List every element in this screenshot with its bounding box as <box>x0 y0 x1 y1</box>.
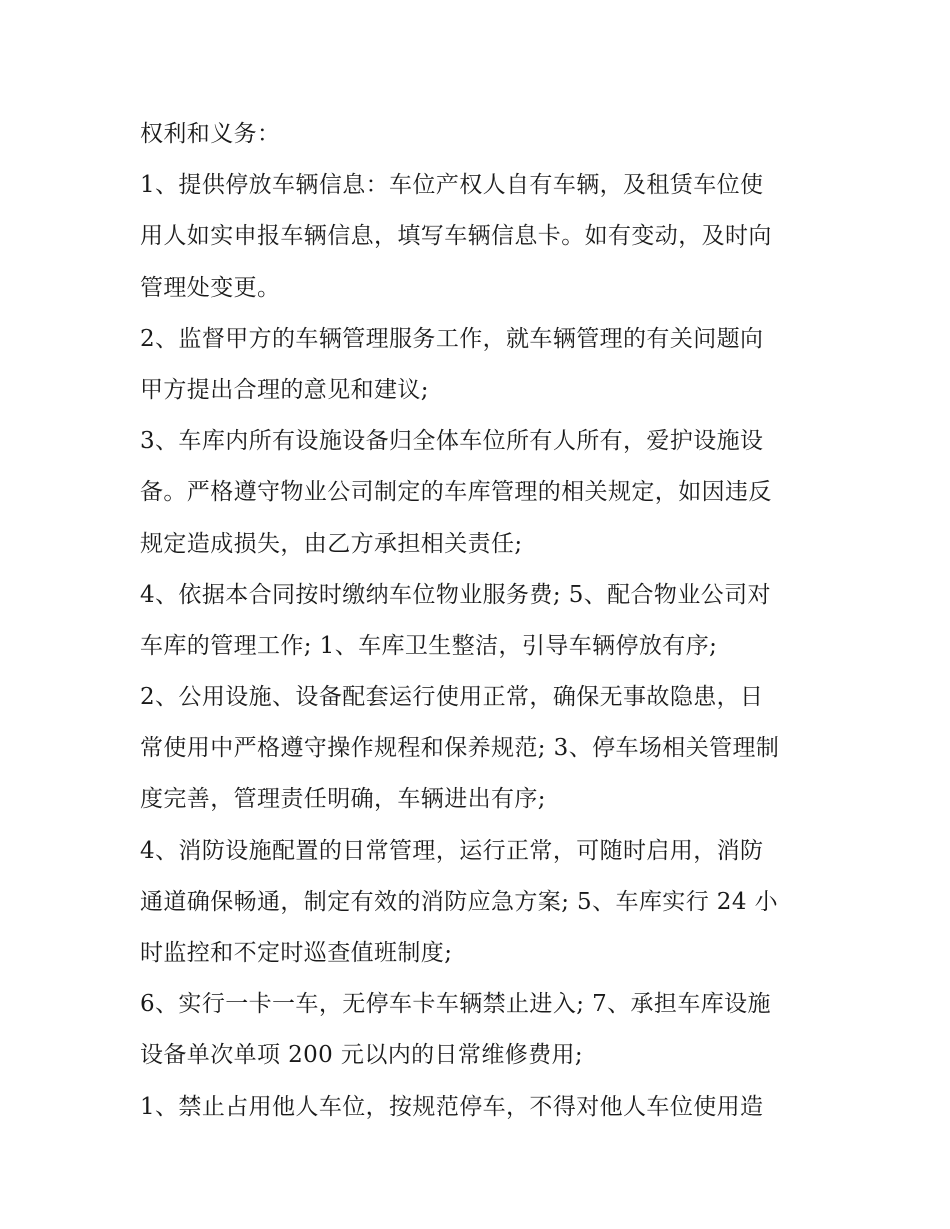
text-line: 1、提供停放车辆信息：车位产权人自有车辆，及租赁车位使 <box>140 172 764 199</box>
text-line: 车库的管理工作; 1、车库卫生整洁，引导车辆停放有序; <box>140 632 718 659</box>
text-line: 通道确保畅通，制定有效的消防应急方案; 5、车库实行 24 小 <box>140 888 778 915</box>
text-line: 设备单次单项 200 元以内的日常维修费用; <box>140 1042 584 1069</box>
text-line: 3、车库内所有设施设备归全体车位所有人所有，爱护设施设 <box>140 428 764 455</box>
text-line: 甲方提出合理的意见和建议; <box>140 376 429 403</box>
text-line: 度完善，管理责任明确，车辆进出有序; <box>140 786 546 813</box>
text-line: 1、禁止占用他人车位，按规范停车，不得对他人车位使用造 <box>140 1093 764 1120</box>
text-line: 2、监督甲方的车辆管理服务工作，就车辆管理的有关问题向 <box>140 325 764 352</box>
text-line: 2、公用设施、设备配套运行使用正常，确保无事故隐患，日 <box>140 684 764 711</box>
text-line: 6、实行一卡一车，无停车卡车辆禁止进入; 7、承担车库设施 <box>140 991 771 1018</box>
document-body <box>140 109 820 1133</box>
text-line: 备。严格遵守物业公司制定的车库管理的相关规定，如因违反 <box>140 479 772 506</box>
text-line: 管理处变更。 <box>140 274 281 301</box>
text-line: 规定造成损失，由乙方承担相关责任; <box>140 530 523 557</box>
text-line: 时监控和不定时巡查值班制度; <box>140 940 453 966</box>
text-line: 用人如实申报车辆信息，填写车辆信息卡。如有变动，及时向 <box>140 223 772 250</box>
text-line: 4、依据本合同按时缴纳车位物业服务费; 5、配合物业公司对 <box>140 581 771 608</box>
text-line: 常使用中严格遵守操作规程和保养规范; 3、停车场相关管理制 <box>140 735 780 762</box>
text-line-heading: 权利和义务： <box>140 121 281 147</box>
text-line: 4、消防设施配置的日常管理，运行正常，可随时启用，消防 <box>140 837 764 864</box>
